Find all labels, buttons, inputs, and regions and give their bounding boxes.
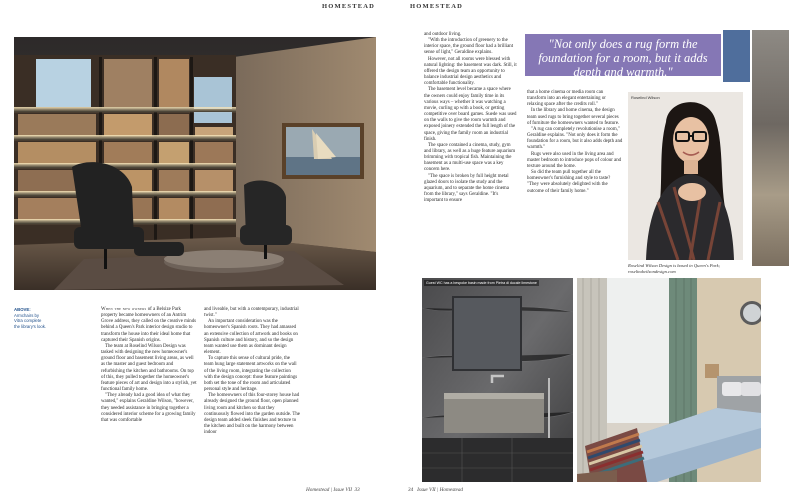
right-masthead: HOMESTEAD xyxy=(410,3,464,10)
left-column-1 xyxy=(101,307,197,424)
bathroom-tag: Guest WC has a bespoke basin made from Pietra di ducale limestone xyxy=(426,281,537,285)
right-col2-p4: Rugs were also used in the living area and master bedroom to introduce pops of colour and texture around the home. xyxy=(527,151,622,169)
right-column-1 xyxy=(424,32,517,204)
right-col1-p3: However, not all rooms were blessed with natural lighting: the basement was dark. Still, it offered the design team an opportunity to balance industrial design aesthetics and comfortable functionality. xyxy=(424,56,517,87)
left-folio xyxy=(306,487,360,493)
library-photo xyxy=(14,37,376,290)
left-col1-p1: of a Belsize Park property became homeowners of an Antrim Grove address, they called on the creative minds behind a Queen's Park interior design studio to transform the house into their ideal home that captured their Spanish origins. xyxy=(101,307,197,343)
left-col1-p2: The team at Roselind Wilson Design was tasked with designing the new homeowner's ground floor and basement living areas, as well as the master and guest bedroom and refurbishing the kitchen and bathrooms. On top of this, they pulled together the homeowner's feature pieces of art and design into a stylish, yet functional family home. xyxy=(101,343,197,393)
left-col2-p4: The homeowners of this four-storey house had already designed the ground floor, open planned living room and kitchen so that they continuously flowed into the garden outside. The design team added sleek finishes and texture to the kitchen and built on the harmony between indoor xyxy=(204,393,300,436)
pull-quote: "Not only does a rug form the foundation for a room, but it adds depth and warmth." xyxy=(525,34,721,76)
left-column-2 xyxy=(204,307,300,436)
right-col1-p6: "The space is broken by full height metal glazed doors to isolate the study and the aquarium, and to separate the home cinema from the library," says Geraldine. "It's important to ensure xyxy=(424,173,509,204)
portrait-photo xyxy=(628,92,743,260)
left-col1-p3: "They already had a good idea of what they wanted," explains Geraldine Wilson, "however, they needed assistance in bringing together a considered interior scheme for a growing family that was comfortable xyxy=(101,393,196,423)
right-page-number: 34 xyxy=(408,487,414,493)
caption-text: Armchairs by Vitra complete the library's look. xyxy=(14,312,47,329)
portrait-name-tag: Roselind Wilson xyxy=(631,95,660,100)
right-col1-p1: and outdoor living. xyxy=(424,32,462,37)
right-folio xyxy=(408,487,463,493)
bathroom-image xyxy=(422,278,573,482)
right-edge-photo xyxy=(752,30,789,266)
right-col2-p1: that a home cinema or media room can transform into an elegant entertaining or relaxing space after the credits roll." xyxy=(527,90,606,108)
right-col1-p4: The basement level became a space where the owners could enjoy family time in its various ways – whether it was watching a movie, curling up with a book, or getting competitive over board games. Suede was used on the walls to give the room warmth and exposed joinery extended the full length of the space, giving the family room an industrial finish. xyxy=(424,87,517,142)
left-col2-p2: An important consideration was the homeowner's Spanish roots. They had amassed an extensive collection of artwork and books on Spanish culture and history, and so the design team wanted use them as dominant design element. xyxy=(204,319,298,356)
right-column-2 xyxy=(527,90,623,195)
pull-quote-accent xyxy=(723,30,750,82)
portrait-image xyxy=(628,92,743,260)
right-folio-text: Issue VII | Homestead xyxy=(417,487,464,493)
right-col2-p5: So did the team pull together all the homeowner's furnishing and style to taste? "They were absolutely delighted with the outcome of their family home." xyxy=(527,170,611,194)
right-col2-p2: In the library and home cinema, the design team used rugs to bring together several pieces of furniture the homeowners wanted to feature. xyxy=(527,108,620,126)
ship-painting xyxy=(282,123,364,179)
right-col1-p2: "With the introduction of greenery to the interior space, the ground floor had a brilliant sense of light," Geraldine explains. xyxy=(424,38,514,56)
left-masthead: HOMESTEAD xyxy=(322,3,376,10)
library-photo-image xyxy=(14,37,376,290)
left-folio-text: Homestead | Issue VII xyxy=(306,487,352,493)
dropcap-lead: When the new owners xyxy=(101,307,147,312)
bedroom-photo xyxy=(577,278,761,482)
portrait-caption: Roselind Wilson Design is based in Queen's Park; roselindwilsondesign.com xyxy=(628,263,721,274)
bathroom-photo xyxy=(422,278,573,482)
right-col1-p5: The space contained a cinema, study, gym and library, as well as a huge feature aquarium brimming with tropical fish. Maintaining the basement as a multi-use space was a key concern here. xyxy=(424,142,516,173)
photo-caption xyxy=(14,307,48,329)
left-col2-p1: and liveable, but with a contemporary, industrial twist." xyxy=(204,307,299,319)
left-page-number: 33 xyxy=(354,487,360,493)
left-col2-p3: To capture this sense of cultural pride, the team hung large statement artworks on the wall of the living room, integrating the collection with the design concept: those feature paintings both set the tone of the room and articulated personal style and heritage. xyxy=(204,356,298,393)
bedroom-image xyxy=(577,278,761,482)
caption-label: ABOVE: xyxy=(14,307,31,312)
right-col2-p3: "A rug can completely revolutionise a room," Geraldine explains. "Not only does it form the foundation for a room, but it also adds depth and warmth." xyxy=(527,126,623,151)
